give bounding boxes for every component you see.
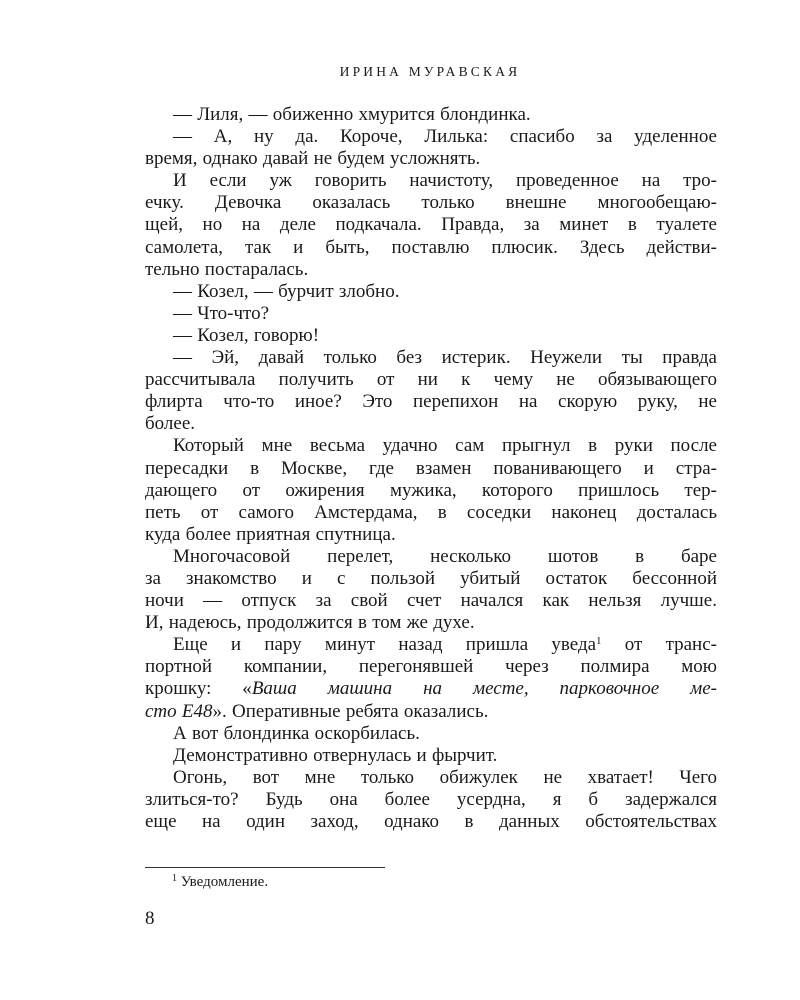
text-line: рассчитывала получить от ни к чему не обязывающего xyxy=(145,369,717,391)
text-line: Демонстративно отвернулась и фырчит. xyxy=(173,744,498,766)
text-line: А вот блондинка оскорбилась. xyxy=(173,722,420,744)
text-line: щей, но на деле подкачала. Правда, за минет в туалете xyxy=(145,214,717,236)
text-line: петь от самого Амстердама, в соседки наконец досталась xyxy=(145,501,717,523)
text-line xyxy=(145,634,717,656)
italic-quote: Ваша машина на месте, парковочное ме- xyxy=(251,678,717,700)
footnote-divider xyxy=(145,867,385,868)
text-fragment: крошку: « xyxy=(145,678,252,700)
text-line: — Козел, говорю! xyxy=(173,324,320,346)
text-line: самолета, так и быть, поставлю плюсик. Здесь действи- xyxy=(145,236,717,258)
text-line: Который мне весьма удачно сам прыгнул в руки после xyxy=(173,435,717,457)
text-line: тельно постаралась. xyxy=(145,258,309,280)
page-number: 8 xyxy=(145,908,155,929)
text-line: время, однако давай не будем усложнять. xyxy=(145,148,481,170)
text-line xyxy=(145,678,717,700)
footnote-marker: 1 xyxy=(172,873,177,884)
running-head-author: ИРИНА МУРАВСКАЯ xyxy=(339,64,521,79)
italic-quote: сто Е48 xyxy=(145,700,213,722)
text-line: — Лиля, — обиженно хмурится блондинка. xyxy=(173,104,531,125)
text-line: — Эй, давай только без истерик. Неужели ты правда xyxy=(173,347,717,369)
text-line: ночи — отпуск за свой счет начался как нельзя лучше. xyxy=(145,590,717,612)
text-line: портной компании, перегонявшей через полмира мою xyxy=(145,656,717,678)
text-line: злиться-то? Будь она более усердна, я б задержался xyxy=(145,788,717,810)
text-line: Многочасовой перелет, несколько шотов в баре xyxy=(173,545,717,567)
text-line: куда более приятная спутница. xyxy=(145,523,396,545)
text-fragment: от транс- xyxy=(601,634,717,656)
footnote xyxy=(172,874,268,891)
footnote-text: Уведомление. xyxy=(177,874,269,890)
footnote-reference: 1 xyxy=(596,635,602,648)
body-text xyxy=(145,104,717,833)
text-line: Огонь, вот мне только обижулек не хватает! Чего xyxy=(173,766,717,788)
text-line: — Козел, — бурчит злобно. xyxy=(173,280,400,302)
text-line xyxy=(145,701,717,723)
text-line: — Что-что? xyxy=(173,302,270,324)
text-line: И если уж говорить начистоту, проведенное на тро- xyxy=(173,170,717,192)
text-line: флирта что-то иное? Это перепихон на скорую руку, не xyxy=(145,391,717,413)
text-fragment: ». Оперативные ребята оказались. xyxy=(212,700,489,722)
text-line: — А, ну да. Короче, Лилька: спасибо за уделенное xyxy=(173,126,717,148)
text-line: за знакомство и с пользой убитый остаток бессонной xyxy=(145,567,717,589)
text-line: пересадки в Москве, где взамен пованивающего и стра- xyxy=(145,457,717,479)
text-line: еще на один заход, однако в данных обстоятельствах xyxy=(145,811,717,832)
text-line: более. xyxy=(145,413,196,435)
text-line: ечку. Девочка оказалась только внешне многообещаю- xyxy=(145,192,717,214)
text-fragment: Еще и пару минут назад пришла уведа xyxy=(173,634,597,656)
text-line: И, надеюсь, продолжится в том же духе. xyxy=(145,612,475,634)
text-line: дающего от ожирения мужика, которого пришлось тер- xyxy=(145,479,717,501)
